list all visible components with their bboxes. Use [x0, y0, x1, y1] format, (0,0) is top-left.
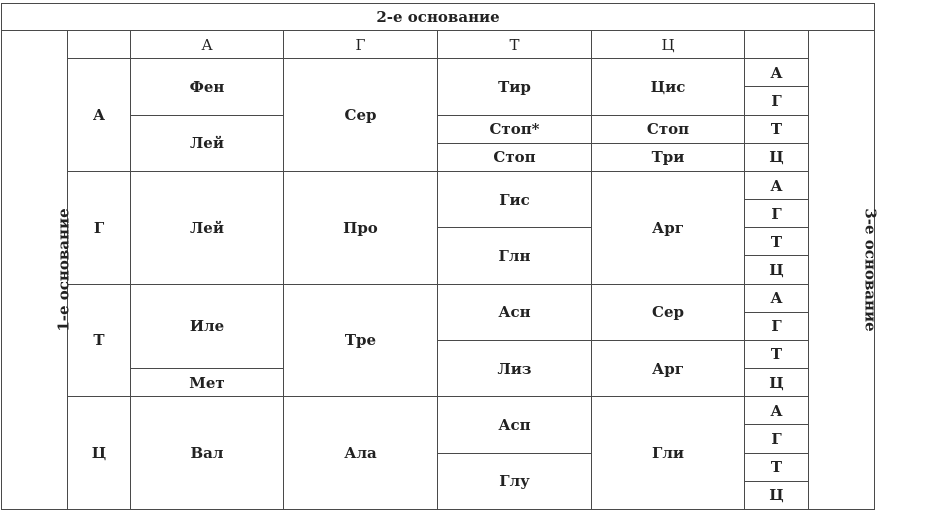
cell-t-t-bottom: Лиз — [438, 340, 592, 396]
genetic-code-table — [1, 3, 880, 510]
third-base-label-cell — [809, 31, 880, 510]
third-base-t-3: Т — [745, 340, 809, 368]
cell-t-a-bottom: Мет — [131, 369, 284, 397]
cell-g-t-bottom: Глн — [438, 228, 592, 284]
cell-a-c-3: Стоп — [592, 115, 745, 143]
first-base-c: Ц — [68, 397, 131, 510]
first-base-a: А — [68, 59, 131, 172]
second-base-header-a: А — [131, 31, 284, 59]
third-base-a-1: А — [745, 59, 809, 87]
first-base-label-cell — [2, 31, 73, 510]
cell-a-t-3: Стоп* — [438, 115, 592, 143]
cell-g-c: Арг — [592, 171, 745, 284]
cell-t-c-top: Сер — [592, 284, 745, 340]
cell-a-c-4: Три — [592, 143, 745, 171]
third-base-g-2: Г — [745, 200, 809, 228]
cell-t-c-bottom: Арг — [592, 340, 745, 396]
cell-a-g: Сер — [284, 59, 438, 172]
cell-c-c: Гли — [592, 397, 745, 510]
second-base-header-t: Т — [438, 31, 592, 59]
cell-a-a-bottom: Лей — [131, 115, 284, 171]
cell-t-g: Тре — [284, 284, 438, 397]
cell-t-t-top: Асн — [438, 284, 592, 340]
third-base-g-1: А — [745, 171, 809, 199]
cell-c-a: Вал — [131, 397, 284, 510]
third-base-t-1: А — [745, 284, 809, 312]
cell-t-a-top: Иле — [131, 284, 284, 368]
third-base-c-2: Г — [745, 425, 809, 453]
third-base-c-4: Ц — [745, 481, 809, 509]
third-base-c-3: Т — [745, 453, 809, 481]
first-base-label: 1-е основание — [54, 208, 73, 332]
third-base-label: 3-е основание — [861, 208, 880, 332]
first-base-g: Г — [68, 171, 131, 284]
third-base-t-2: Г — [745, 312, 809, 340]
second-base-title: 2-е основание — [2, 4, 875, 31]
cell-a-a-top: Фен — [131, 59, 284, 115]
second-base-header-g: Г — [284, 31, 438, 59]
third-base-a-2: Г — [745, 87, 809, 115]
third-base-a-3: Т — [745, 115, 809, 143]
cell-c-g: Ала — [284, 397, 438, 510]
cell-a-c-top: Цис — [592, 59, 745, 115]
cell-a-t-top: Тир — [438, 59, 592, 115]
cell-g-t-top: Гис — [438, 171, 592, 227]
header-blank-left — [68, 31, 131, 59]
third-base-a-4: Ц — [745, 143, 809, 171]
cell-g-a: Лей — [131, 171, 284, 284]
first-base-t: Т — [68, 284, 131, 397]
cell-c-t-top: Асп — [438, 397, 592, 453]
cell-g-g: Про — [284, 171, 438, 284]
second-base-header-c: Ц — [592, 31, 745, 59]
third-base-t-4: Ц — [745, 369, 809, 397]
third-base-g-3: Т — [745, 228, 809, 256]
cell-c-t-bottom: Глу — [438, 453, 592, 510]
third-base-c-1: А — [745, 397, 809, 425]
header-blank-right — [745, 31, 809, 59]
cell-a-t-4: Стоп — [438, 143, 592, 171]
third-base-g-4: Ц — [745, 256, 809, 284]
